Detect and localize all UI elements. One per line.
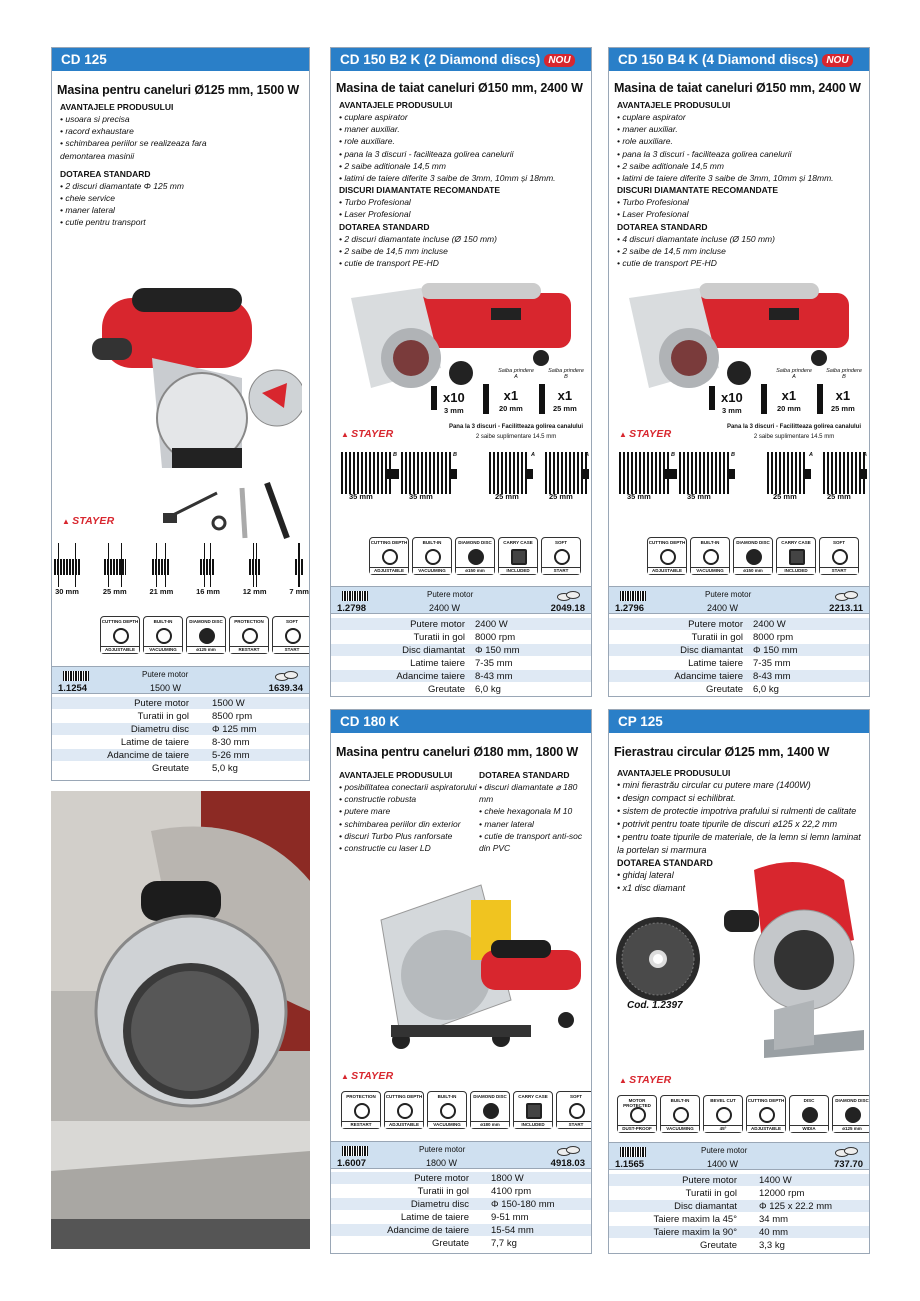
product-title: Masina pentru caneluri Ø125 mm, 1500 W	[57, 83, 300, 97]
depth-item: 21 mm	[149, 543, 173, 596]
disc-setup-diagram: B 35 mm B 35 mm A 25 mm A 25 mm	[335, 452, 591, 502]
widia-disc-icon: DISC WIDIA	[789, 1095, 829, 1133]
advantages-list	[331, 111, 591, 184]
carry-case-icon: CARRY CASE INCLUDED	[776, 537, 816, 575]
list-item: • Laser Profesional	[617, 209, 689, 220]
new-badge: NOU	[822, 54, 852, 67]
diamond-disc-icon: DIAMOND DISC ø125 mm	[186, 616, 226, 654]
advantages-column	[331, 769, 477, 854]
table-row: Latime de taiere 8-30 mm	[52, 736, 309, 749]
usage-photo	[51, 791, 310, 1249]
list-item: • maner lateral	[479, 818, 534, 829]
soft-start-icon: SOFT START	[541, 537, 581, 575]
table-row: Adancime taiere 8-43 mm	[609, 670, 869, 683]
depth-item: 12 mm	[243, 543, 267, 596]
table-row: Disc diamantat Φ 150 mm	[331, 644, 591, 657]
carry-case-icon: CARRY CASE INCLUDED	[498, 537, 538, 575]
washer-icon	[431, 386, 437, 410]
product-photo	[619, 278, 864, 398]
list-item: • constructie robusta	[339, 794, 417, 805]
depth-item: 30 mm	[54, 543, 80, 596]
cutting-depth-diagram	[54, 543, 309, 596]
product-title: Fierastrau circular Ø125 mm, 1400 W	[614, 745, 830, 759]
list-item: demontarea masinii	[60, 150, 135, 161]
standard-heading: DOTAREA STANDARD	[479, 770, 570, 780]
product-price: 4918.03	[550, 1158, 585, 1169]
list-item: • discuri Turbo Plus ranforsate	[339, 830, 453, 841]
disc-setup-diagram: B 35 mm B 35 mm A 25 mm A 25 mm	[613, 452, 869, 502]
standard-column	[477, 769, 589, 854]
disc-code: Cod. 1.2397	[627, 1000, 683, 1011]
brand-logo: ▲ STAYER	[341, 1070, 393, 1082]
barcode-icon	[620, 1147, 646, 1157]
table-row: Turatii in gol 8000 rpm	[609, 631, 869, 644]
product-code: 1.1254	[58, 683, 88, 694]
list-item: • role auxiliare.	[339, 136, 395, 147]
list-item: • maner lateral	[60, 205, 115, 216]
list-item: • 2 saibe aditionale 14,5 mm	[339, 160, 446, 171]
cutting-depth-icon: CUTTING DEPTH ADJUSTABLE	[369, 537, 409, 575]
list-item: • racord exhaustare	[60, 126, 134, 137]
cutting-depth-icon: CUTTING DEPTH ADJUSTABLE	[746, 1095, 786, 1133]
product-header: CD 180 K	[331, 710, 591, 733]
spec-table	[609, 1174, 869, 1252]
product-photo	[341, 278, 586, 398]
table-row: Disc diamantat Φ 125 x 22.2 mm	[609, 1200, 869, 1213]
product-header: CD 125	[52, 48, 309, 71]
product-power: 1500 W	[150, 683, 182, 693]
list-item: • latimi de taiere diferite 3 saibe de 3mm, 10mm și 18mm.	[617, 173, 834, 184]
vacuuming-icon: BUILT-IN VACUUMING	[412, 537, 452, 575]
cutting-depth-icon: CUTTING DEPTH ADJUSTABLE	[384, 1091, 424, 1129]
list-item: • cuplare aspirator	[339, 112, 408, 122]
recommended-discs-heading: DISCURI DIAMANTATE RECOMANDATE	[339, 185, 501, 196]
list-item: • pentru toate tipurile de materiale, de la lemn si lemn laminat	[617, 832, 861, 842]
price-bar	[52, 666, 309, 694]
standard-heading: DOTAREA STANDARD	[339, 221, 430, 232]
product-cd150-b4k	[608, 47, 870, 697]
washers-note: 2 saibe suplimentare 14.5 mm	[475, 434, 557, 440]
feature-icons	[100, 616, 310, 654]
list-item: • putere mare	[339, 806, 391, 817]
restart-protection-icon: PROTECTION RESTART	[229, 616, 269, 654]
brand-logo: ▲ STAYER	[62, 515, 114, 527]
coins-icon	[557, 1144, 579, 1155]
product-price: 737.70	[833, 1159, 863, 1170]
list-item: • cuplare aspirator	[617, 112, 686, 122]
list-item: • potrivit pentru toate tipurile de discuri ⌀125 x 22,2 mm	[617, 819, 838, 829]
product-cd125	[51, 47, 310, 781]
standard-heading: DOTAREA STANDARD	[60, 168, 151, 179]
table-row: Adancime taiere 8-43 mm	[331, 670, 591, 683]
table-row: Greutate 3,3 kg	[609, 1239, 869, 1252]
list-item: • latimi de taiere diferite 3 saibe de 3mm, 10mm și 18mm.	[339, 173, 556, 184]
table-row: Putere motor 1500 W	[52, 697, 309, 710]
washer-icon	[817, 384, 823, 414]
feature-icons	[341, 1091, 592, 1129]
product-cd150-b2k	[330, 47, 592, 697]
spec-table	[331, 1172, 591, 1250]
product-photo	[72, 268, 302, 508]
washer-count: x1 20 mm	[499, 388, 523, 413]
list-item: • usoara si precisa	[60, 114, 130, 124]
list-item: • posibilitatea conectarii aspiratorului	[339, 782, 477, 792]
table-row: Turatii in gol 12000 rpm	[609, 1187, 869, 1200]
spec-table	[609, 618, 869, 696]
list-item: • 2 discuri diamantate incluse (Ø 150 mm)	[339, 233, 497, 244]
product-cp125	[608, 709, 870, 1254]
list-item: • cutie de transport anti-soc	[479, 830, 583, 841]
table-row: Turatii in gol 4100 rpm	[331, 1185, 591, 1198]
power-label: Putere motor	[427, 590, 474, 599]
washer-icon	[539, 384, 545, 414]
table-row: Putere motor 2400 W	[331, 618, 591, 631]
product-header: CD 150 B4 K (4 Diamond discs) NOU	[609, 48, 869, 71]
cutting-depth-icon: CUTTING DEPTH ADJUSTABLE	[100, 616, 140, 654]
barcode-icon	[342, 1146, 368, 1156]
list-item: • schimbarea periilor se realizeaza fara	[60, 138, 207, 149]
depth-item: 16 mm	[196, 543, 220, 596]
advantages-list	[52, 113, 309, 162]
discs-note: Pana la 3 discuri - Facilitteaza golirea canalului	[448, 424, 584, 430]
restart-protection-icon: PROTECTION RESTART	[341, 1091, 381, 1129]
diamond-disc-icon: DIAMOND DISC ø150 mm	[455, 537, 495, 575]
spec-table	[52, 697, 309, 775]
vacuuming-icon: BUILT-IN VACUUMING	[690, 537, 730, 575]
washer-count: x1 25 mm	[553, 388, 577, 413]
price-bar	[609, 586, 869, 614]
product-price: 2049.18	[550, 603, 585, 614]
list-item: • sistem de protectie impotriva prafului si rulmenti de calitate	[617, 806, 857, 816]
new-badge: NOU	[544, 54, 574, 67]
table-row: Latime de taiere 9-51 mm	[331, 1211, 591, 1224]
list-item: • 2 saibe de 14,5 mm incluse	[617, 245, 726, 256]
brand-logo: ▲ STAYER	[341, 428, 393, 440]
product-code: 1.2798	[337, 603, 367, 614]
product-photo	[704, 850, 869, 1065]
advantages-heading: AVANTAJELE PRODUSULUI	[339, 770, 453, 780]
coins-icon	[275, 669, 297, 680]
list-item: • pana la 3 discuri - faciliteaza golirea canelurii	[617, 148, 792, 159]
price-bar	[331, 1141, 591, 1169]
list-item: • 2 saibe aditionale 14,5 mm	[617, 160, 724, 171]
brand-logo: ▲ STAYER	[619, 428, 671, 440]
diamond-disc-icon: DIAMOND DISC ø180 mm	[470, 1091, 510, 1129]
washers-note: 2 saibe suplimentare 14.5 mm	[753, 434, 835, 440]
list-item: la portelan si marmura	[617, 845, 707, 855]
product-photo	[361, 880, 586, 1065]
list-item: • 2 saibe de 14,5 mm incluse	[339, 245, 448, 256]
depth-item: 7 mm	[289, 543, 309, 596]
diamond-disc-icon: DIAMOND DISC ø150 mm	[733, 537, 773, 575]
spec-table	[331, 618, 591, 696]
diamond-disc-icon: DIAMOND DISC ø125 mm	[832, 1095, 870, 1133]
product-cd180k	[330, 709, 592, 1254]
list-item: • cutie de transport PE-HD	[617, 258, 717, 269]
table-row: Adancime de taiere 5-26 mm	[52, 749, 309, 762]
list-item: • 4 discuri diamantate incluse (Ø 150 mm)	[617, 233, 775, 244]
feature-icons	[617, 1095, 870, 1133]
list-item: • 2 discuri diamantate Φ 125 mm	[60, 180, 184, 191]
product-power: 2400 W	[707, 603, 739, 613]
vacuuming-icon: BUILT-IN VACUUMING	[143, 616, 183, 654]
table-row: Turatii in gol 8500 rpm	[52, 710, 309, 723]
coins-icon	[835, 1145, 857, 1156]
coins-icon	[557, 589, 579, 600]
washer-count: x1 20 mm	[777, 388, 801, 413]
washer-icon	[709, 386, 715, 410]
dust-proof-motor-icon: MOTOR PROTECTED DUST-PROOF	[617, 1095, 657, 1133]
brand-logo: ▲ STAYER	[619, 1074, 671, 1086]
list-item: • x1 disc diamant	[617, 883, 686, 893]
product-title: Masina pentru caneluri Ø180 mm, 1800 W	[336, 745, 579, 759]
soft-start-icon: SOFT START	[556, 1091, 592, 1129]
list-item: • maner auxiliar.	[339, 124, 400, 135]
washer-b-label: Saiba prindere B	[548, 368, 584, 380]
list-item: din PVC	[479, 843, 511, 854]
depth-item: 25 mm	[103, 543, 127, 596]
product-power: 2400 W	[429, 603, 461, 613]
barcode-icon	[342, 591, 368, 601]
list-item: • Laser Profesional	[339, 209, 411, 220]
table-row: Greutate 6,0 kg	[609, 683, 869, 696]
product-price: 1639.34	[268, 683, 303, 694]
list-item: • cheie service	[60, 193, 115, 204]
list-item: • pana la 3 discuri - faciliteaza golirea canelurii	[339, 148, 514, 159]
cutting-depth-icon: CUTTING DEPTH ADJUSTABLE	[647, 537, 687, 575]
washer-a-label: Saiba prindere A	[498, 368, 534, 380]
list-item: • role auxiliare.	[617, 136, 673, 147]
list-item: • mini fierastrău circular cu putere mare (1400W)	[617, 780, 811, 790]
washer-count: x1 25 mm	[831, 388, 855, 413]
standard-heading: DOTAREA STANDARD	[617, 221, 708, 232]
table-row: Greutate 7,7 kg	[331, 1237, 591, 1250]
feature-columns	[331, 769, 591, 854]
soft-start-icon: SOFT START	[272, 616, 310, 654]
table-row: Greutate 6,0 kg	[331, 683, 591, 696]
table-row: Diametru disc Φ 125 mm	[52, 723, 309, 736]
soft-start-icon: SOFT START	[819, 537, 859, 575]
power-label: Putere motor	[142, 670, 189, 679]
product-code: 1.6007	[337, 1158, 367, 1169]
advantages-list	[609, 111, 869, 184]
list-item: • schimbarea periilor din exterior	[339, 818, 461, 829]
advantages-heading: AVANTAJELE PRODUSULUI	[617, 100, 731, 110]
list-item: • Turbo Profesional	[617, 197, 689, 208]
table-row: Latime taiere 7-35 mm	[331, 657, 591, 670]
power-label: Putere motor	[701, 1146, 748, 1155]
discs-note: Pana la 3 discuri - Facilitteaza golirea canalului	[726, 424, 862, 430]
advantages-heading: AVANTAJELE PRODUSULUI	[339, 100, 453, 110]
washer-count: x10 3 mm	[721, 390, 743, 415]
list-item: • maner auxiliar.	[617, 124, 678, 135]
table-row: Putere motor 1400 W	[609, 1174, 869, 1187]
product-title: Masina de taiat caneluri Ø150 mm, 2400 W	[614, 81, 861, 95]
product-header: CP 125	[609, 710, 869, 733]
table-row: Putere motor 1800 W	[331, 1172, 591, 1185]
recommended-discs-heading: DISCURI DIAMANTATE RECOMANDATE	[617, 185, 779, 196]
power-label: Putere motor	[419, 1145, 466, 1154]
product-code: 1.2796	[615, 603, 645, 614]
table-row: Disc diamantat Φ 150 mm	[609, 644, 869, 657]
washer-b-label: Saiba prindere B	[826, 368, 862, 380]
disc-photo	[614, 915, 702, 1003]
washer-icon	[483, 384, 489, 414]
standard-list	[52, 180, 309, 229]
standard-heading: DOTAREA STANDARD	[617, 858, 713, 868]
list-item: • discuri diamantate ⌀ 180 mm	[479, 782, 578, 805]
washer-count: x10 3 mm	[443, 390, 465, 415]
list-item: • cheie hexagonala M 10	[479, 806, 573, 817]
list-item: • constructie cu laser LD	[339, 843, 431, 854]
list-item: • cutie pentru transport	[60, 217, 146, 228]
washer-icon	[761, 384, 767, 414]
barcode-icon	[63, 671, 89, 681]
advantages-heading: AVANTAJELE PRODUSULUI	[60, 102, 174, 112]
list-item: • design compact si echilibrat.	[617, 793, 736, 803]
table-row: Adancime de taiere 15-54 mm	[331, 1224, 591, 1237]
product-header: CD 150 B2 K (2 Diamond discs) NOU	[331, 48, 591, 71]
coins-icon	[835, 589, 857, 600]
table-row: Latime taiere 7-35 mm	[609, 657, 869, 670]
list-item: • cutie de transport PE-HD	[339, 258, 439, 269]
table-row: Putere motor 2400 W	[609, 618, 869, 631]
barcode-icon	[620, 591, 646, 601]
table-row: Taiere maxim la 45° 34 mm	[609, 1213, 869, 1226]
advantages-heading: AVANTAJELE PRODUSULUI	[617, 768, 731, 778]
product-power: 1400 W	[707, 1159, 739, 1169]
bevel-cut-icon: BEVEL CUT 45º	[703, 1095, 743, 1133]
vacuuming-icon: BUILT-IN VACUUMING	[660, 1095, 700, 1133]
table-row: Greutate 5,0 kg	[52, 762, 309, 775]
list-item: • Turbo Profesional	[339, 197, 411, 208]
table-row: Turatii in gol 8000 rpm	[331, 631, 591, 644]
product-price: 2213.11	[829, 603, 863, 614]
product-power: 1800 W	[426, 1158, 458, 1168]
feature-icons	[647, 537, 859, 575]
washer-a-label: Saiba prindere A	[776, 368, 812, 380]
vacuuming-icon: BUILT-IN VACUUMING	[427, 1091, 467, 1129]
product-code: 1.1565	[615, 1159, 645, 1170]
table-row: Taiere maxim la 90° 40 mm	[609, 1226, 869, 1239]
feature-icons	[369, 537, 581, 575]
accessories-photo	[157, 478, 297, 548]
price-bar	[609, 1142, 869, 1170]
product-title: Masina de taiat caneluri Ø150 mm, 2400 W	[336, 81, 583, 95]
carry-case-icon: CARRY CASE INCLUDED	[513, 1091, 553, 1129]
price-bar	[331, 586, 591, 614]
list-item: • ghidaj lateral	[617, 870, 674, 880]
table-row: Diametru disc Φ 150-180 mm	[331, 1198, 591, 1211]
power-label: Putere motor	[705, 590, 752, 599]
